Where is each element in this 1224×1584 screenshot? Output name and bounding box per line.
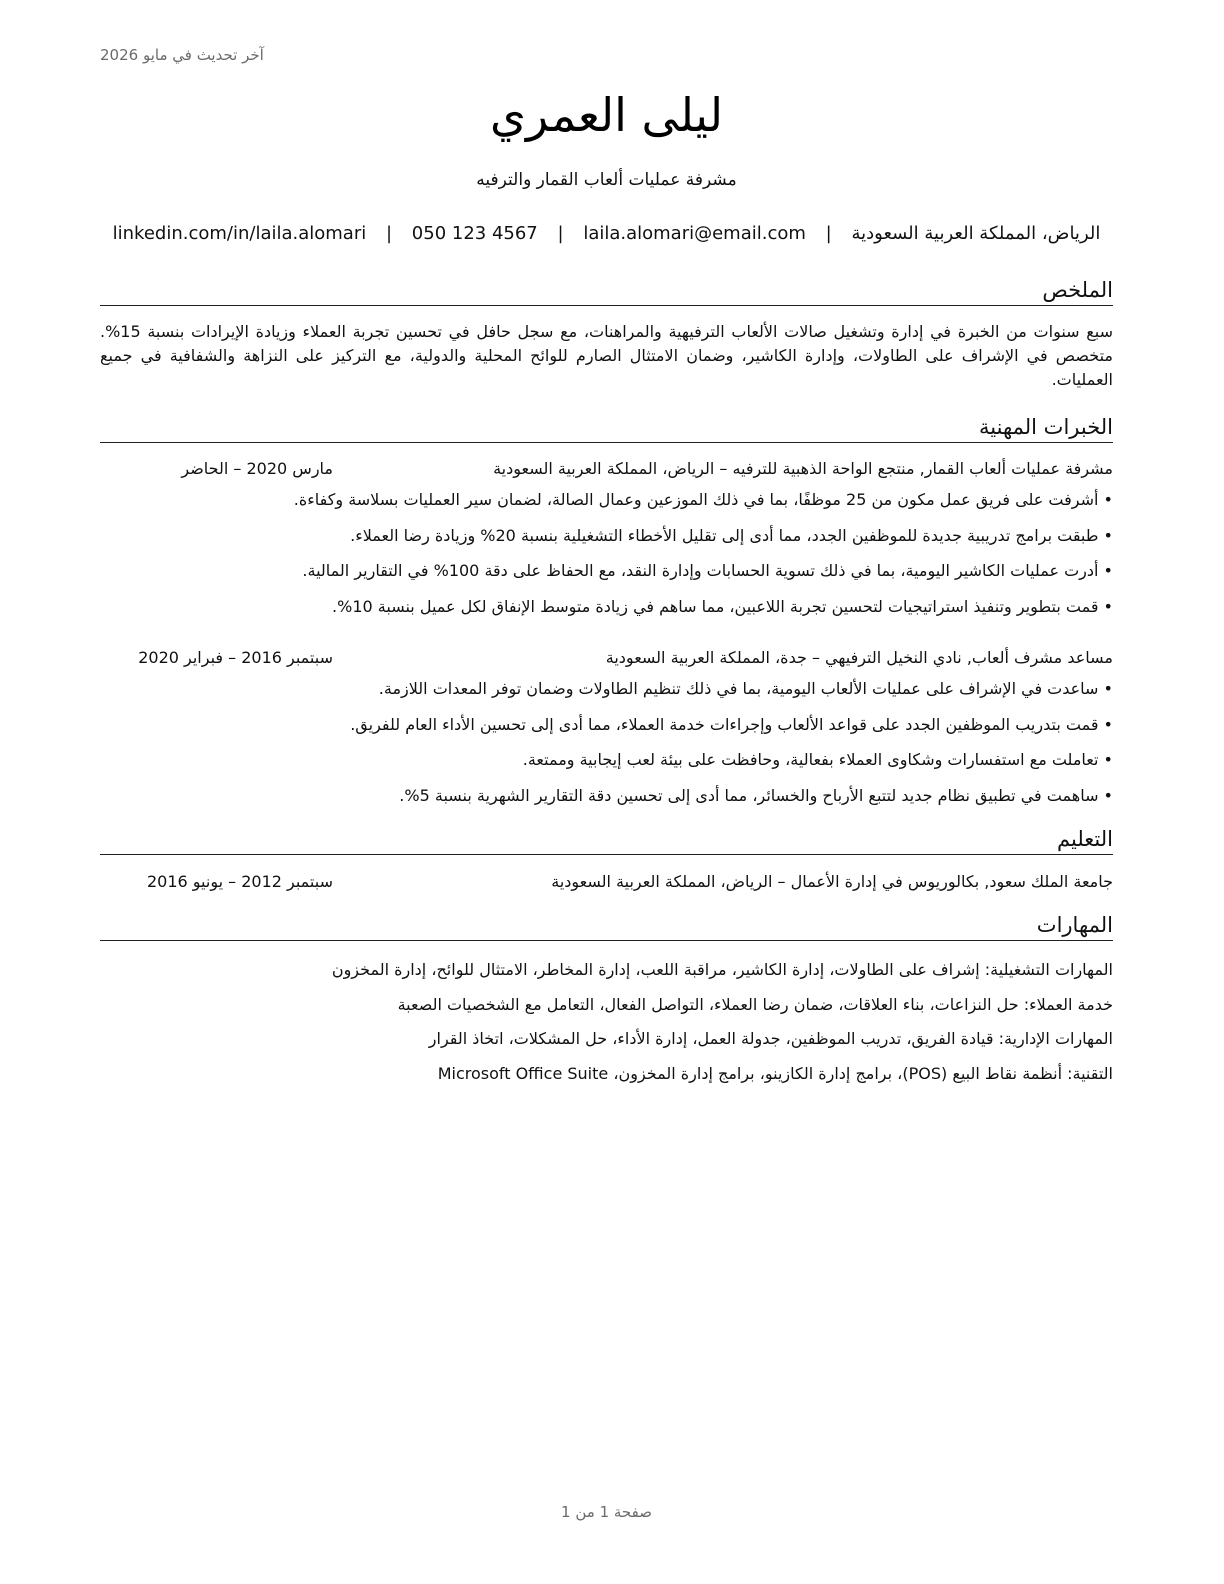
resume-page [100,0,1113,1584]
last-updated: آخر تحديث في مايو 2026 [100,46,264,64]
job-role: مشرفة عمليات ألعاب القمار, منتجع الواحة الذهبية للترفيه – الرياض، المملكة العربية السعودية [493,459,1113,478]
job-dates: مارس 2020 – الحاضر [181,459,333,478]
section-title-experience: الخبرات المهنية [100,416,1113,443]
contact-separator: | [557,223,564,244]
candidate-title: مشرفة عمليات ألعاب القمار والترفيه [476,170,737,190]
list-item: • أدرت عمليات الكاشير اليومية، بما في ذلك تسوية الحسابات وإدارة النقد، مع الحفاظ على دقة 100% في التقارير المالية. [100,559,1113,595]
list-item: • تعاملت مع استفسارات وشكاوى العملاء بفعالية، وحافظت على بيئة لعب إيجابية وممتعة. [100,748,1113,784]
skill-line: المهارات التشغيلية: إشراف على الطاولات، إدارة الكاشير، مراقبة اللعب، إدارة المخاطر، الامتثال للوائح، إدارة المخزون [331,960,1113,979]
list-item: • أشرفت على فريق عمل مكون من 25 موظفًا، بما في ذلك الموزعين وعمال الصالة، لضمان سير العمليات بسلاسة وكفاءة. [100,488,1113,524]
experience-bullets [100,488,1113,630]
candidate-name: ليلى العمري [489,88,724,142]
experience-bullets [100,677,1113,819]
section-title-summary: الملخص [100,279,1113,306]
list-item: • قمت بتدريب الموظفين الجدد على قواعد الألعاب وإجراءات خدمة العملاء، مما أدى إلى تحسين الأداء العام للفريق. [100,713,1113,749]
section-title-skills: المهارات [100,914,1113,941]
page-number: صفحة 1 من 1 [561,1503,652,1521]
contact-email[interactable]: laila.alomari@email.com [583,223,806,244]
education-degree: جامعة الملك سعود, بكالوريوس في إدارة الأعمال – الرياض، المملكة العربية السعودية [551,872,1113,891]
list-item: • قمت بتطوير وتنفيذ استراتيجيات لتحسين تجربة اللاعبين، مما ساهم في زيادة متوسط الإنفاق لكل عميل بنسبة 10%. [100,595,1113,631]
contact-phone[interactable]: 050 123 4567 [411,223,538,244]
skill-line: التقنية: أنظمة نقاط البيع (POS)، برامج إدارة الكازينو، برامج إدارة المخزون، Microsoft Office Suite [437,1063,1113,1083]
contact-line [100,223,1113,244]
contact-separator: | [825,223,832,244]
list-item: • ساعدت في الإشراف على عمليات الألعاب اليومية، بما في ذلك تنظيم الطاولات وضمان توفر المعدات اللازمة. [100,677,1113,713]
contact-linkedin[interactable]: linkedin.com/in/laila.alomari [112,223,367,244]
contact-separator: | [385,223,393,244]
job-dates: سبتمبر 2016 – فبراير 2020 [138,648,333,667]
job-role: مساعد مشرف ألعاب, نادي النخيل الترفيهي – جدة، المملكة العربية السعودية [605,648,1113,667]
education-dates: سبتمبر 2012 – يونيو 2016 [146,872,333,891]
list-item: • طبقت برامج تدريبية جديدة للموظفين الجدد، مما أدى إلى تقليل الأخطاء التشغيلية بنسبة 20% وزيادة رضا العملاء. [100,524,1113,560]
skill-line: خدمة العملاء: حل النزاعات، بناء العلاقات، ضمان رضا العملاء، التواصل الفعال، التعامل مع الشخصيات الصعبة [397,994,1113,1014]
skills-list [100,958,1113,1096]
section-title-education: التعليم [100,828,1113,855]
summary-text: سبع سنوات من الخبرة في إدارة وتشغيل صالات الألعاب الترفيهية والمراهنات، مع سجل حافل في تحسين تجربة العملاء وزيادة الإيرادات بنسبة 15%. متخصص في الإشراف على الطاولات، وإدارة الكاشير، وضمان الامتثال الصارم للوائح المحلية والدولية، مع التركيز على النزاهة والشفافية في جميع العمليات. [100,322,1113,389]
list-item: • ساهمت في تطبيق نظام جديد لتتبع الأرباح والخسائر، مما أدى إلى تحسين دقة التقارير الشهرية بنسبة 5%. [100,784,1113,820]
contact-location: الرياض، المملكة العربية السعودية [851,223,1101,244]
skill-line: المهارات الإدارية: قيادة الفريق، تدريب الموظفين، جدولة العمل، إدارة الأداء، حل المشكلات، اتخاذ القرار [428,1029,1113,1048]
